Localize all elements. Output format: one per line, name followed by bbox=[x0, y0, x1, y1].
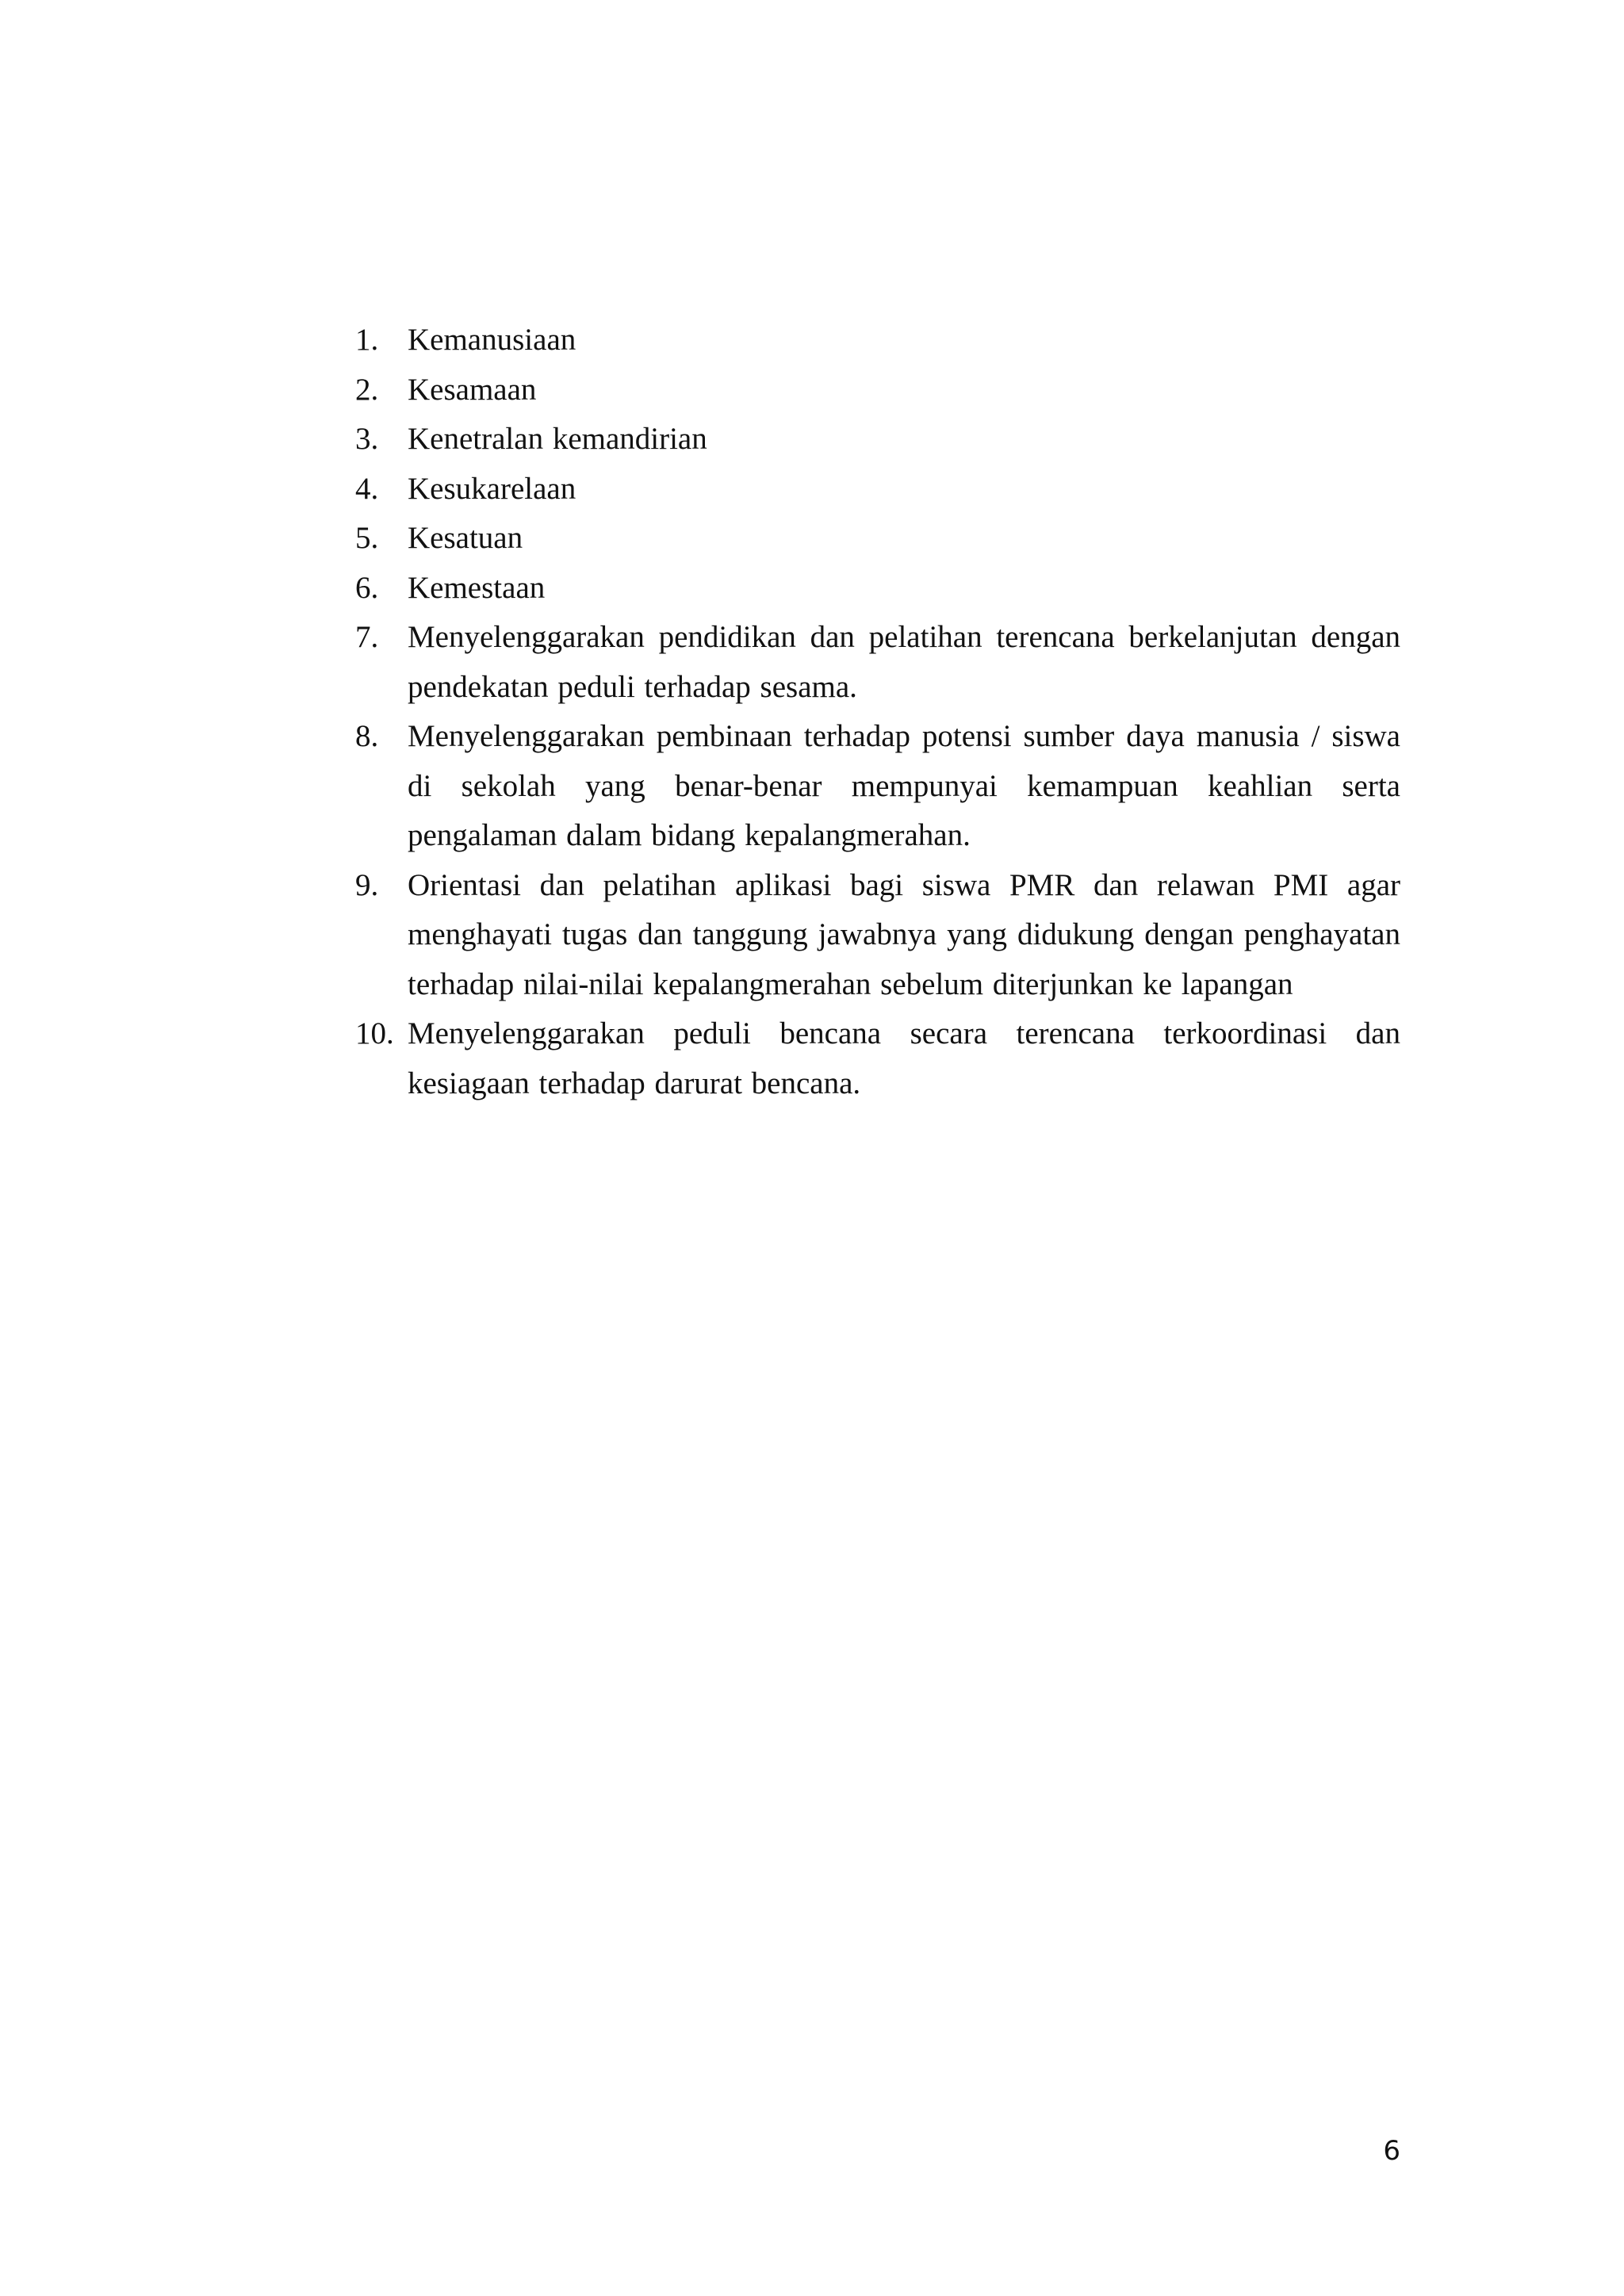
list-item-number: 8. bbox=[355, 719, 379, 753]
list-item-text: Menyelenggarakan pembinaan terhadap potensi sumber daya manusia / siswa di sekolah yang benar-benar mempunyai kemampuan keahlian serta pengalaman dalam bidang kepalangmerahan. bbox=[408, 719, 1400, 852]
list-item bbox=[355, 613, 1400, 712]
list-item-text: Kesukarelaan bbox=[408, 471, 576, 506]
list-item-number: 3. bbox=[355, 422, 379, 456]
list-item bbox=[355, 564, 1400, 614]
list-item bbox=[355, 861, 1400, 1010]
list-item-number: 7. bbox=[355, 620, 379, 654]
list-item-number: 4. bbox=[355, 471, 379, 506]
list-item-text: Kesamaan bbox=[408, 372, 537, 407]
page-number: 6 bbox=[1383, 2135, 1400, 2167]
list-item-text: Kemestaan bbox=[408, 570, 546, 605]
list-item-text: Kenetralan kemandirian bbox=[408, 422, 707, 456]
list-item bbox=[355, 415, 1400, 465]
list-item-number: 5. bbox=[355, 521, 379, 555]
list-item bbox=[355, 514, 1400, 564]
list-item-number: 2. bbox=[355, 372, 379, 407]
list-item-text: Kemanusiaan bbox=[408, 323, 576, 357]
list-item bbox=[355, 712, 1400, 861]
list-item-text: Kesatuan bbox=[408, 521, 523, 555]
list-item bbox=[355, 465, 1400, 515]
list-item-number: 1. bbox=[355, 323, 379, 357]
list-item-number: 10. bbox=[355, 1016, 394, 1050]
list-item-text: Menyelenggarakan peduli bencana secara terencana terkoordinasi dan kesiagaan terhadap darurat bencana. bbox=[408, 1016, 1400, 1100]
list-item bbox=[355, 365, 1400, 415]
list-item-number: 6. bbox=[355, 570, 379, 605]
numbered-list bbox=[355, 316, 1400, 1108]
list-item-number: 9. bbox=[355, 867, 379, 902]
list-item-text: Menyelenggarakan pendidikan dan pelatihan terencana berkelanjutan dengan pendekatan peduli terhadap sesama. bbox=[408, 620, 1400, 704]
list-item bbox=[355, 1009, 1400, 1108]
list-item-text: Orientasi dan pelatihan aplikasi bagi siswa PMR dan relawan PMI agar menghayati tugas dan tanggung jawabnya yang didukung dengan penghayatan terhadap nilai-nilai kepalangmerahan sebelum diterjunkan ke lapangan bbox=[408, 867, 1400, 1001]
list-item bbox=[355, 316, 1400, 365]
